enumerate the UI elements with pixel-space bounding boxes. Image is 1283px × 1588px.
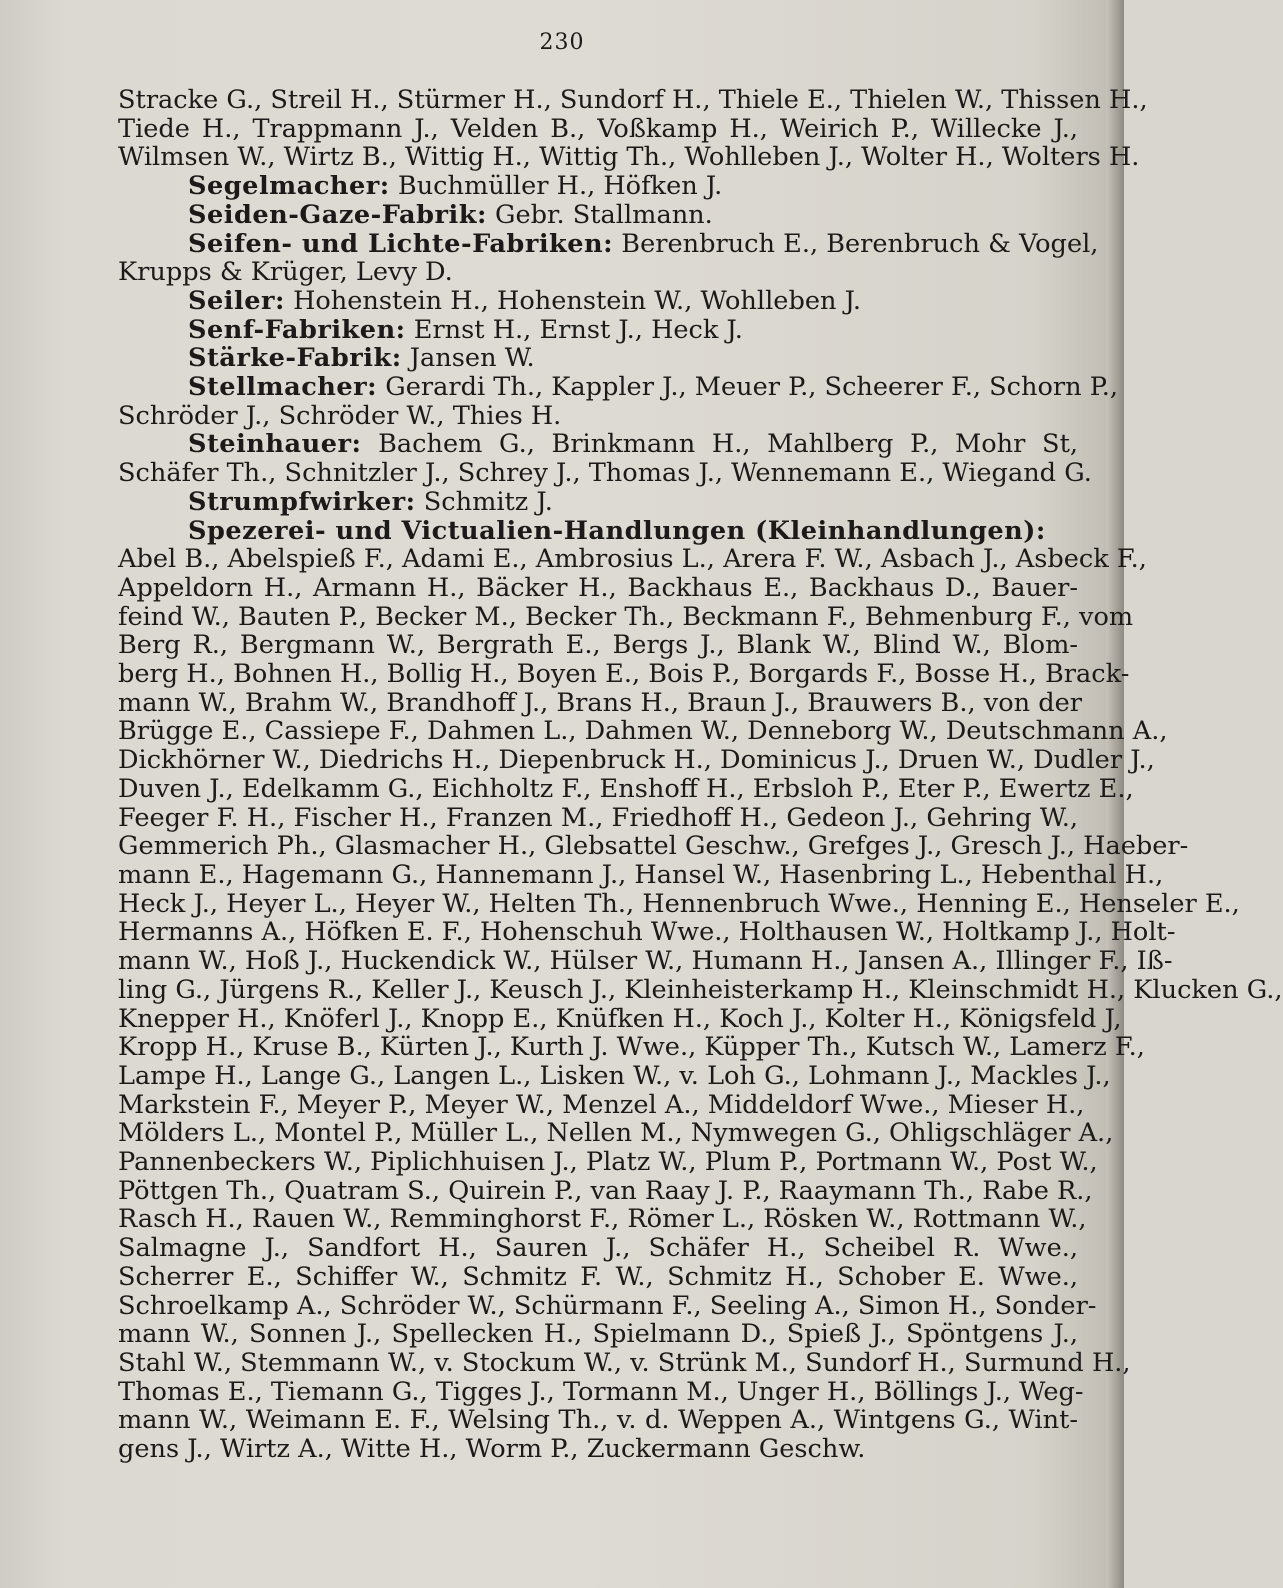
entry-text: Knepper H., Knöferl J., Knopp E., Knüfken H., Koch J., Kolter H., Königsfeld J, [118,1003,1122,1034]
entry-text: Hermanns A., Höfken E. F., Hohenschuh Wwe., Holthausen W., Holtkamp J., Holt- [118,917,1176,948]
directory-line [118,1406,1078,1435]
directory-line [118,1263,1078,1292]
directory-line [118,574,1078,603]
directory-line [118,917,1176,948]
trade-heading: Stärke-Fabrik: [188,343,402,374]
trade-heading: Seiler: [188,285,285,316]
directory-line [118,631,1078,660]
directory-line [118,716,1168,747]
directory-line [118,1376,1084,1407]
directory-line [118,687,1083,718]
entry-text: Mölders L., Montel P., Müller L., Nellen M., Nymwegen G., Ohligschläger A., [118,1118,1114,1149]
entry-text: Rasch H., Rauen W., Remminghorst F., Römer L., Rösken W., Rottmann W., [118,1204,1087,1235]
entry-text: Stracke G., Streil H., Stürmer H., Sundorf H., Thiele E., Thielen W., Thissen H., [118,85,1148,115]
entry-text: Krupps & Krüger, Levy D. [118,257,453,288]
trade-heading-line [118,287,1078,316]
entry-text: Bachem G., Brinkmann H., Mahlberg P., Mohr St, [361,429,1078,460]
trade-heading-line [118,488,1078,517]
directory-line [118,859,1164,890]
trade-heading: Seiden-Gaze-Fabrik: [188,199,487,230]
page-number: 230 [539,30,585,55]
entry-text: feind W., Bauten P., Becker M., Becker Th., Beckmann F., Behmenburg F., vom [118,601,1134,632]
directory-line [118,1320,1078,1349]
directory-line [118,544,1147,575]
entry-text: Duven J., Edelkamm G., Eichholtz F., Enshoff H., Erbsloh P., Eter P., Ewertz E., [118,773,1134,804]
directory-line [118,142,1140,173]
entry-text: Scherrer E., Schiffer W., Schmitz F. W., Schmitz H., Schober E. Wwe., [118,1261,1078,1292]
entry-text: Schäfer Th., Schnitzler J., Schrey J., Thomas J., Wennemann E., Wiegand G. [118,458,1092,489]
trade-heading-line [118,372,1119,403]
entry-text: Pöttgen Th., Quatram S., Quirein P., van Raay J. P., Raaymann Th., Rabe R., [118,1175,1093,1206]
entry-text: Gerardi Th., Kappler J., Meuer P., Scheerer F., Schorn P., [377,372,1119,403]
entry-text: mann W., Weimann E. F., Welsing Th., v. d. Weppen A., Wintgens G., Wint- [118,1405,1078,1436]
trade-heading: Spezerei- und Victualien-Handlungen (Kleinhandlungen): [188,515,1046,546]
directory-line [118,1147,1098,1178]
directory-line [118,1032,1145,1063]
entry-text: Markstein F., Meyer P., Meyer W., Menzel A., Middeldorf Wwe., Mieser H., [118,1089,1085,1120]
trade-heading: Senf-Fabriken: [188,314,406,345]
directory-line [118,458,1092,489]
entry-text: Brügge E., Cassiepe F., Dahmen L., Dahmen W., Denneborg W., Deutschmann A., [118,716,1168,747]
entry-text: mann W., Brahm W., Brandhoff J., Brans H., Braun J., Brauwers B., von der [118,687,1083,718]
entry-text: Appeldorn H., Armann H., Bäcker H., Backhaus E., Backhaus D., Bauer- [118,572,1078,603]
entry-text: Stahl W., Stemmann W., v. Stockum W., v. Strünk M., Sundorf H., Surmund H., [118,1347,1131,1378]
entry-text: Ernst H., Ernst J., Heck J. [405,314,743,345]
entry-text: Gemmerich Ph., Glasmacher H., Glebsattel Geschw., Grefges J., Gresch J., Haeber- [118,831,1189,862]
directory-line [118,1234,1078,1263]
trade-heading: Segelmacher: [188,171,390,202]
directory-line [118,1089,1085,1120]
directory-line [118,773,1134,804]
entry-text: Schmitz J. [415,486,553,517]
entry-text: berg H., Bohnen H., Bollig H., Boyen E., Bois P., Borgards F., Bosse H., Brack- [118,659,1130,690]
trade-heading-line [118,228,1099,259]
entry-text: Thomas E., Tiemann G., Tigges J., Tormann M., Unger H., Böllings J., Weg- [118,1376,1084,1407]
directory-line [118,1435,1078,1464]
directory-line [118,1175,1093,1206]
trade-heading-line [118,172,1078,201]
entry-text: Tiede H., Trappmann J., Velden B., Voßkamp H., Weirich P., Willecke J., [118,113,1078,144]
entry-text: Pannenbeckers W., Piplichhuisen J., Platz W., Plum P., Portmann W., Post W., [118,1147,1098,1178]
trade-heading-line [118,430,1078,459]
entry-text: mann W., Sonnen J., Spellecken H., Spielmann D., Spieß J., Spöntgens J., [118,1319,1078,1350]
directory-line [118,402,1078,431]
directory-line [118,85,1148,115]
directory-line [118,831,1189,862]
entry-text: Kropp H., Kruse B., Kürten J., Kurth J. Wwe., Küpper Th., Kutsch W., Lamerz F., [118,1032,1145,1063]
directory-line [118,258,1078,287]
trade-heading: Strumpfwirker: [188,486,416,517]
entry-text: Dickhörner W., Diedrichs H., Diepenbruck H., Dominicus J., Druen W., Dudler J., [118,745,1155,776]
entry-text: Jansen W. [401,343,535,374]
entry-text: Salmagne J., Sandfort H., Sauren J., Schäfer H., Scheibel R. Wwe., [118,1233,1078,1264]
directory-line [118,1060,1111,1091]
entry-text: Gebr. Stallmann. [486,199,713,230]
directory-text [118,85,1283,1465]
entry-text: gens J., Wirtz A., Witte H., Worm P., Zuckermann Geschw. [118,1434,866,1465]
directory-line [118,804,1078,833]
directory-line [118,1204,1087,1235]
entry-text: Feeger F. H., Fischer H., Franzen M., Friedhoff H., Gedeon J., Gehring W., [118,802,1078,833]
directory-line [118,1118,1114,1149]
trade-heading: Stellmacher: [188,372,378,403]
directory-line [118,745,1155,776]
entry-text: ling G., Jürgens R., Keller J., Keusch J., Kleinheisterkamp H., Kleinschmidt H., Klucken G., [118,974,1283,1005]
directory-line [118,974,1283,1005]
directory-line [118,1290,1097,1321]
directory-line [118,946,1173,977]
directory-line [118,1003,1122,1034]
trade-heading-line [118,201,1078,230]
trade-heading: Seifen- und Lichte-Fabriken: [188,228,614,259]
entry-text: Berenbruch E., Berenbruch & Vogel, [613,228,1099,259]
directory-line [118,659,1130,690]
trade-heading-line [118,517,1078,546]
entry-text: Buchmüller H., Höfken J. [389,171,723,202]
entry-text: mann W., Hoß J., Huckendick W., Hülser W., Humann H., Jansen A., Illinger F., Iß- [118,946,1173,977]
directory-line [118,115,1078,144]
trade-heading: Steinhauer: [188,429,362,460]
entry-text: Abel B., Abelspieß F., Adami E., Ambrosius L., Arera F. W., Asbach J., Asbeck F., [118,544,1147,575]
trade-heading-line [118,344,1078,373]
entry-text: Schröder J., Schröder W., Thies H. [118,400,562,431]
entry-text: Lampe H., Lange G., Langen L., Lisken W., v. Loh G., Lohmann J., Mackles J., [118,1060,1111,1091]
trade-heading-line [118,316,1078,345]
entry-text: Heck J., Heyer L., Heyer W., Helten Th., Hennenbruch Wwe., Henning E., Henseler E., [118,888,1240,919]
entry-text: Berg R., Bergmann W., Bergrath E., Bergs J., Blank W., Blind W., Blom- [118,630,1078,661]
entry-text: Wilmsen W., Wirtz B., Wittig H., Wittig Th., Wohlleben J., Wolter H., Wolters H. [118,142,1140,173]
directory-line [118,1347,1131,1378]
directory-line [118,601,1134,632]
entry-text: Schroelkamp A., Schröder W., Schürmann F., Seeling A., Simon H., Sonder- [118,1290,1097,1321]
directory-line [118,888,1240,919]
entry-text: Hohenstein H., Hohenstein W., Wohlleben J. [284,285,861,316]
entry-text: mann E., Hagemann G., Hannemann J., Hansel W., Hasenbring L., Hebenthal H., [118,859,1164,890]
